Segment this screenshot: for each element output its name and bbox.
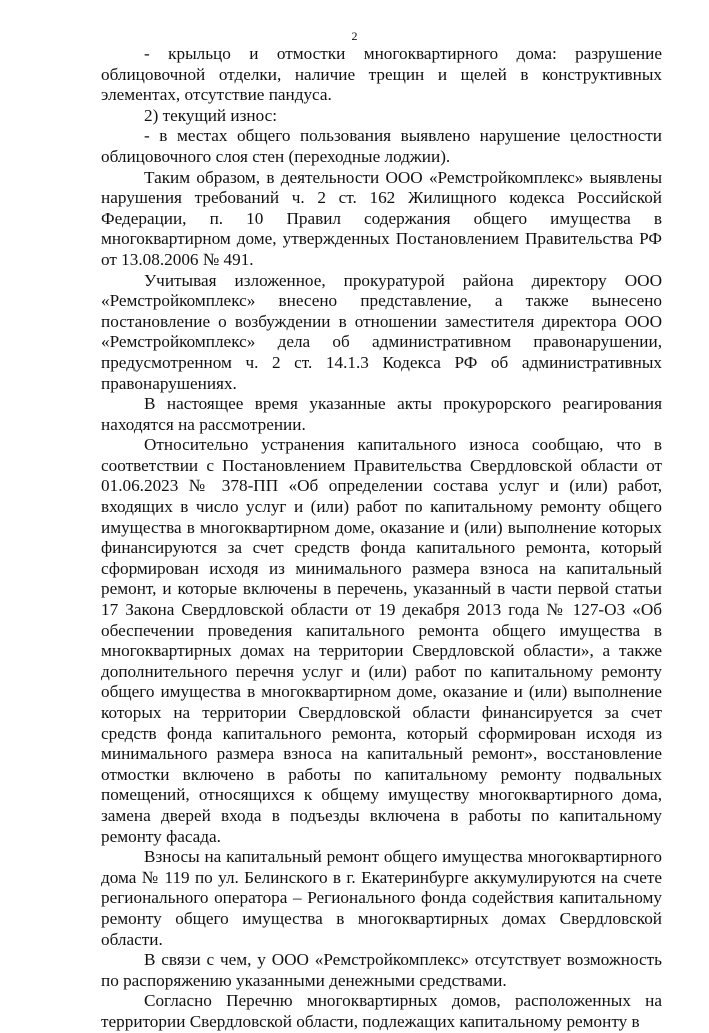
paragraph-under-review: В настоящее время указанные акты прокурорского реагирования находятся на рассмотрении. xyxy=(101,394,662,434)
paragraph-capital-repair: Относительно устранения капитального износа сообщаю, что в соответствии с Постановлением Правительства Свердловской области от 01.06.2023 № 378-ПП «Об определении состава услуг и (или) работ, входящих в число услуг и (или) работ по капитальному ремонту общего имущества в многоквартирном доме, оказание и (или) выполнение которых финансируются за счет средств фонда капитального ремонта, который сформирован исходя из минимального размера взноса на капитальный ремонт, и которые включены в перечень, указанный в части первой статьи 17 Закона Свердловской области от 19 декабря 2013 года № 127-ОЗ «Об обеспечении проведения капитального ремонта общего имущества в многоквартирных домах на территории Свердловской области», а также дополнительного перечня услуг и (или) работ по капитальному ремонту общего имущества в многоквартирном доме, оказание и (или) выполнение которых на территории Свердловской области финансируется за счет средств фонда капитального ремонта, который сформирован исходя из минимального размера взноса на капитальный ремонт», восстановление отмостки включено в работы по капитальному ремонту подвальных помещений, относящихся к общему имуществу многоквартирного дома, замена дверей входа в подъезды включена в работы по капитальному ремонту фасада. xyxy=(101,435,662,846)
paragraph-common-areas: - в местах общего пользования выявлено нарушение целостности облицовочного слоя стен (переходные лоджии). xyxy=(101,126,662,166)
paragraph-contributions: Взносы на капитальный ремонт общего имущества многоквартирного дома № 119 по ул. Белинского в г. Екатеринбурге аккумулируются на счете регионального оператора – Регионального фонда содействия капитальному ремонту общего имущества в многоквартирных домах Свердловской области. xyxy=(101,847,662,949)
paragraph-list-of-buildings: Согласно Перечню многоквартирных домов, расположенных на территории Свердловской области, подлежащих капитальному ремонту в xyxy=(101,991,662,1031)
paragraph-no-disposal: В связи с чем, у ООО «Ремстройкомплекс» отсутствует возможность по распоряжению указанными денежными средствами. xyxy=(101,950,662,990)
document-body xyxy=(101,44,662,1033)
page-number: 2 xyxy=(351,29,358,43)
paragraph-violations: Таким образом, в деятельности ООО «Ремстройкомплекс» выявлены нарушения требований ч. 2 ст. 162 Жилищного кодекса Российской Федерации, п. 10 Правил содержания общего имущества в многоквартирном доме, утвержденных Постановлением Правительства РФ от 13.08.2006 № 491. xyxy=(101,167,662,269)
paragraph-porch-damage: - крыльцо и отмостки многоквартирного дома: разрушение облицовочной отделки, наличие трещин и щелей в конструктивных элементах, отсутствие пандуса. xyxy=(101,44,662,105)
paragraph-prosecutor-actions: Учитывая изложенное, прокуратурой района директору ООО «Ремстройкомплекс» внесено представление, а также вынесено постановление о возбуждении в отношении заместителя директора ООО «Ремстройкомплекс» дела об административном правонарушении, предусмотренном ч. 2 ст. 14.1.3 Кодекса РФ об административных правонарушениях. xyxy=(101,270,662,393)
paragraph-current-wear-heading: 2) текущий износ: xyxy=(144,105,277,125)
